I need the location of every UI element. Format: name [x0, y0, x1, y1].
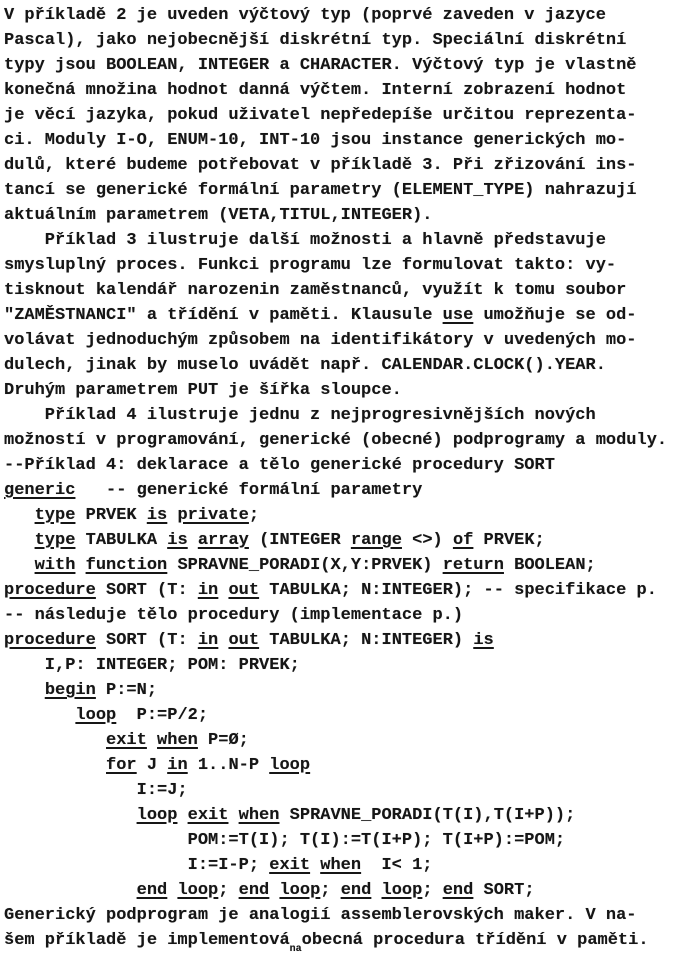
text-line — [4, 478, 677, 503]
underlined-keyword: in — [197, 581, 219, 600]
text-line — [4, 553, 677, 578]
text-segment: ; — [320, 881, 341, 900]
text-segment: POM:=T(I); T(I):=T(I+P); T(I+P):=POM; — [4, 831, 566, 850]
underlined-keyword: begin — [44, 681, 96, 700]
underlined-keyword: of — [452, 531, 474, 550]
text-line — [4, 928, 677, 953]
text-segment — [218, 581, 228, 600]
text-segment: SORT (T: — [95, 581, 198, 600]
underlined-keyword: when — [238, 806, 280, 825]
text-segment — [188, 531, 198, 550]
text-segment: P=Ø; — [197, 731, 249, 750]
underlined-keyword: loop — [177, 881, 219, 900]
text-segment: volávat jednoduchým způsobem na identifikátory v uvedených mo- — [4, 331, 637, 350]
text-segment — [228, 806, 238, 825]
text-line — [4, 728, 677, 753]
text-segment: I:=I-P; — [4, 856, 270, 875]
text-segment: tisknout kalendář narozenin zaměstnanců, využít k tomu soubor — [4, 281, 627, 300]
text-segment: <>) — [401, 531, 453, 550]
text-segment: --Příklad 4: deklarace a tělo generické procedury SORT — [4, 456, 555, 475]
underlined-keyword: out — [228, 631, 260, 650]
text-line — [4, 28, 677, 53]
text-line — [4, 453, 677, 478]
text-line — [4, 528, 677, 553]
text-segment: je věcí jazyka, pokud uživatel nepředepíše určitou reprezenta- — [4, 106, 637, 125]
text-segment: SPRAVNE_PORADI(T(I),T(I+P)); — [279, 806, 576, 825]
text-segment: BOOLEAN; — [503, 556, 596, 575]
text-segment: Generický podprogram je analogií assemblerovských maker. V na- — [4, 906, 637, 925]
text-segment: TABULKA; N:INTEGER) — [259, 631, 474, 650]
text-segment: 1..N-P — [187, 756, 270, 775]
inserted-correction-text: na — [289, 944, 302, 953]
text-segment — [310, 856, 320, 875]
text-line — [4, 578, 677, 603]
text-line — [4, 828, 677, 853]
text-segment: aktuálním parametrem (VETA,TITUL,INTEGER). — [4, 206, 433, 225]
underlined-keyword: when — [157, 731, 198, 750]
underlined-keyword: end — [238, 881, 270, 900]
text-segment: SPRAVNE_PORADI(X,Y:PRVEK) — [167, 556, 443, 575]
underlined-keyword: end — [340, 881, 372, 900]
text-segment — [4, 881, 137, 900]
text-line — [4, 328, 677, 353]
text-line — [4, 178, 677, 203]
text-segment — [167, 881, 177, 900]
underlined-keyword: private — [177, 506, 249, 525]
underlined-keyword: loop — [279, 881, 321, 900]
text-segment — [371, 881, 381, 900]
text-segment: Pascal), jako nejobecnější diskrétní typ. Speciální diskrétní — [4, 31, 627, 50]
document-text — [4, 3, 677, 953]
text-segment: I:=J; — [4, 781, 188, 800]
text-segment: (INTEGER — [248, 531, 351, 550]
underlined-keyword: end — [136, 881, 168, 900]
underlined-keyword: out — [228, 581, 260, 600]
text-segment: ; — [218, 881, 239, 900]
text-line — [4, 628, 677, 653]
text-line — [4, 253, 677, 278]
underlined-keyword: exit — [187, 806, 229, 825]
text-segment: "ZAMĚSTNANCI" a třídění v paměti. Klausule — [4, 306, 443, 325]
text-segment: PRVEK; — [473, 531, 545, 550]
underlined-keyword: type — [34, 531, 76, 550]
underlined-keyword: with — [34, 556, 76, 575]
text-segment: SORT (T: — [95, 631, 198, 650]
underlined-keyword: type — [34, 506, 76, 525]
text-segment — [75, 556, 85, 575]
text-segment: Druhým parametrem PUT je šířka sloupce. — [4, 381, 402, 400]
text-line — [4, 128, 677, 153]
text-line — [4, 278, 677, 303]
underlined-keyword: loop — [136, 806, 178, 825]
text-segment — [4, 506, 35, 525]
text-line — [4, 53, 677, 78]
text-line — [4, 703, 677, 728]
text-segment: -- generické formální parametry — [75, 481, 423, 500]
text-segment: TABULKA; N:INTEGER); -- specifikace p. — [259, 581, 657, 600]
text-segment: konečná množina hodnot danná výčtem. Interní zobrazení hodnot — [4, 81, 627, 100]
text-segment — [4, 706, 75, 725]
text-segment: smysluplný proces. Funkci programu lze formulovat takto: vy- — [4, 256, 617, 275]
text-segment: SORT; — [473, 881, 535, 900]
underlined-keyword: procedure — [4, 581, 96, 600]
underlined-keyword: is — [473, 631, 494, 650]
underlined-keyword: generic — [4, 481, 76, 500]
text-segment: P:=P/2; — [116, 706, 209, 725]
text-segment: I,P: INTEGER; POM: PRVEK; — [4, 656, 300, 675]
text-segment: ; — [248, 506, 260, 525]
text-segment — [167, 506, 177, 525]
underlined-keyword: exit — [269, 856, 311, 875]
text-line — [4, 753, 677, 778]
text-line — [4, 78, 677, 103]
text-line — [4, 678, 677, 703]
text-line — [4, 853, 677, 878]
text-segment: Příklad 3 ilustruje další možnosti a hlavně představuje — [4, 231, 606, 250]
text-segment — [177, 806, 187, 825]
text-segment — [4, 681, 45, 700]
text-line — [4, 228, 677, 253]
text-segment — [4, 806, 137, 825]
text-line — [4, 103, 677, 128]
underlined-keyword: is — [167, 531, 188, 550]
text-segment: Příklad 4 ilustruje jednu z nejprogresivnějších nových — [4, 406, 596, 425]
text-line — [4, 903, 677, 928]
text-line — [4, 503, 677, 528]
text-line — [4, 878, 677, 903]
text-segment: TABULKA — [75, 531, 168, 550]
underlined-keyword: procedure — [4, 631, 96, 650]
text-segment: tancí se generické formální parametry (ELEMENT_TYPE) nahrazují — [4, 181, 637, 200]
text-segment: obecná procedura třídění v paměti. — [301, 931, 649, 950]
text-line — [4, 653, 677, 678]
underlined-keyword: use — [442, 306, 474, 325]
text-segment — [4, 556, 35, 575]
text-segment: ; — [422, 881, 443, 900]
text-line — [4, 378, 677, 403]
underlined-keyword: exit — [106, 731, 147, 750]
text-segment: dulů, které budeme potřebovat v příkladě 3. Při zřizování ins- — [4, 156, 637, 175]
text-line — [4, 153, 677, 178]
text-segment — [269, 881, 279, 900]
text-line — [4, 353, 677, 378]
underlined-keyword: range — [350, 531, 402, 550]
text-line — [4, 803, 677, 828]
text-segment — [4, 731, 106, 750]
text-line — [4, 403, 677, 428]
text-segment: PRVEK — [75, 506, 147, 525]
text-segment — [4, 756, 106, 775]
text-segment: V příkladě 2 je uveden výčtový typ (poprvé zaveden v jazyce — [4, 6, 606, 25]
text-line — [4, 428, 677, 453]
underlined-keyword: in — [167, 756, 188, 775]
text-segment: šem příkladě je implementová — [4, 931, 290, 950]
underlined-keyword: loop — [381, 881, 423, 900]
text-segment: -- následuje tělo procedury (implementace p.) — [4, 606, 464, 625]
text-segment: I< 1; — [361, 856, 433, 875]
underlined-keyword: return — [442, 556, 504, 575]
text-line — [4, 203, 677, 228]
text-segment: umožňuje se od- — [473, 306, 637, 325]
text-segment — [4, 531, 35, 550]
text-segment: typy jsou BOOLEAN, INTEGER a CHARACTER. Výčtový typ je vlastně — [4, 56, 637, 75]
text-segment — [147, 731, 157, 750]
underlined-keyword: is — [146, 506, 168, 525]
text-segment: J — [136, 756, 168, 775]
text-segment: P:=N; — [95, 681, 158, 700]
underlined-keyword: function — [85, 556, 168, 575]
underlined-keyword: loop — [75, 706, 117, 725]
underlined-keyword: loop — [269, 756, 311, 775]
text-line — [4, 603, 677, 628]
underlined-keyword: when — [320, 856, 362, 875]
underlined-keyword: for — [106, 756, 137, 775]
underlined-keyword: array — [197, 531, 249, 550]
underlined-keyword: in — [197, 631, 219, 650]
text-line — [4, 3, 677, 28]
text-segment: možností v programování, generické (obecné) podprogramy a moduly. — [4, 431, 668, 450]
text-segment: dulech, jinak by muselo uvádět např. CALENDAR.CLOCK().YEAR. — [4, 356, 606, 375]
underlined-keyword: end — [442, 881, 474, 900]
text-line — [4, 778, 677, 803]
text-line — [4, 303, 677, 328]
text-segment — [218, 631, 228, 650]
text-segment: ci. Moduly I-O, ENUM-10, INT-10 jsou instance generických mo- — [4, 131, 627, 150]
